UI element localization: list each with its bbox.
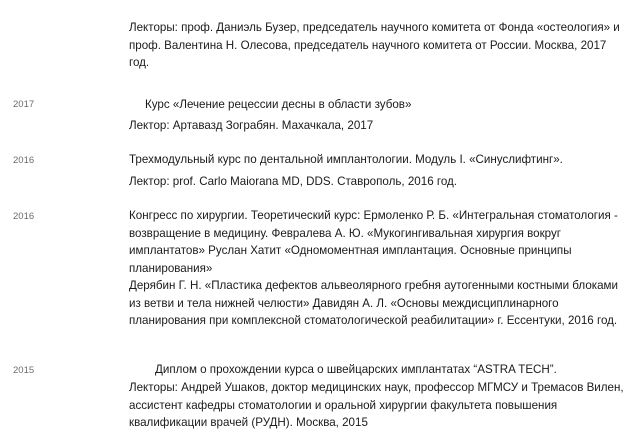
entry-text: Курс «Лечение рецессии десны в области зубов» — [145, 98, 412, 111]
entry-text: Трехмодульный курс по дентальной имплантологии. Модуль I. «Синуслифтинг». — [129, 153, 563, 166]
entry-text: Лекторы: проф. Даниэль Бузер, председатель научного комитета от Фонда «остеология» и проф. Валентина Н. Олесова, председатель научного комитета от России. Москва, 2017 год. — [129, 21, 620, 69]
entry-text: Дерябин Г. Н. «Пластика дефектов альвеолярного гребня аутогенными костными блоками из ветви и тела нижней челюсти» Давидян А. Л. «Основы междисциплинарного планирования при комплексной стоматологической реабилитации» г. Ессентуки, 2016 год. — [129, 279, 618, 327]
entry-year: 2017 — [13, 99, 35, 110]
entry-text: Диплом о прохождении курса о швейцарских имплантатах “ASTRA TECH”. — [155, 363, 557, 376]
entry-text: Лекторы: Андрей Ушаков, доктор медицинских наук, профессор МГМСУ и Тремасов Вилен, ассистент кафедры стоматологии и оральной хирургии факультета повышения квалификации врачей (РУДН). Москва, 2015 — [129, 381, 624, 429]
entry-year: 2016 — [13, 155, 35, 166]
entry-year: 2016 — [13, 211, 35, 222]
entry-text: Лектор: prof. Carlo Maiorana MD, DDS. Ставрополь, 2016 год. — [129, 175, 458, 188]
entry-text: Лектор: Артавазд Зограбян. Махачкала, 2017 — [129, 119, 374, 132]
entry-year: 2015 — [13, 365, 35, 376]
entry-text: Конгресс по хирургии. Теоретический курс: Ермоленко Р. Б. «Интегральная стоматология - возвращение в медицину. Февралева А. Ю. «Мукогингивальная хирургия вокруг имплантатов» Руслан Хатит «Одномоментная имплантация. Основные принципы планирования» — [129, 209, 618, 275]
